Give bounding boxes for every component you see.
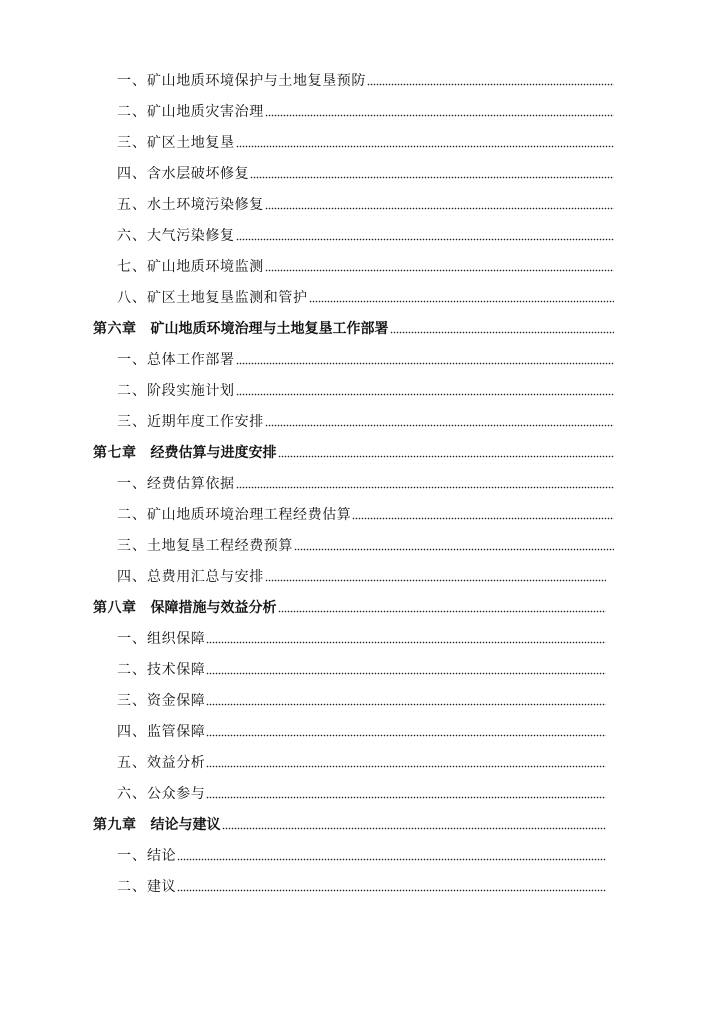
- toc-entry-title: 矿区土地复垦监测和管护: [147, 290, 308, 306]
- dot-leader: [222, 827, 607, 830]
- toc-entry-title: 建议: [147, 879, 177, 895]
- toc-entry-title: 效益分析: [147, 755, 206, 771]
- dot-leader: [265, 269, 614, 272]
- dot-leader: [206, 734, 606, 737]
- toc-entry[interactable]: [117, 99, 614, 121]
- dot-leader: [236, 238, 614, 241]
- toc-chapter-entry[interactable]: [93, 812, 606, 834]
- toc-entry-title: 水土环境污染修复: [147, 197, 264, 213]
- toc-chapter-title: 结论与建议: [150, 817, 221, 833]
- toc-chapter-number: 第六章: [93, 321, 137, 337]
- toc-entry[interactable]: [117, 502, 614, 524]
- toc-entry[interactable]: [117, 626, 606, 648]
- dot-leader: [206, 641, 606, 644]
- dot-leader: [177, 858, 606, 861]
- toc-entry-number: 二、: [117, 879, 147, 895]
- toc-entry[interactable]: [117, 192, 614, 214]
- toc-entry-number: 二、: [117, 383, 147, 399]
- toc-entry-number: 六、: [117, 228, 147, 244]
- toc-entry-number: 一、: [117, 848, 147, 864]
- toc-entry-number: 三、: [117, 693, 147, 709]
- toc-entry-number: 四、: [117, 569, 147, 585]
- dot-leader: [236, 486, 614, 489]
- toc-entry-number: 一、: [117, 73, 147, 89]
- toc-entry-number: 三、: [117, 135, 147, 151]
- toc-entry-title: 组织保障: [147, 631, 206, 647]
- toc-chapter-title: 矿山地质环境治理与土地复垦工作部署: [150, 321, 389, 337]
- toc-entry[interactable]: [117, 285, 614, 307]
- toc-entry-number: 一、: [117, 631, 147, 647]
- dot-leader: [250, 176, 614, 179]
- dot-leader: [236, 393, 614, 396]
- toc-chapter-number: 第九章: [93, 817, 137, 833]
- dot-leader: [265, 579, 606, 582]
- toc-entry-number: 一、: [117, 476, 147, 492]
- toc-entry[interactable]: [117, 533, 614, 555]
- dot-leader: [265, 424, 614, 427]
- toc-chapter-entry[interactable]: [93, 440, 614, 462]
- toc-entry-number: 五、: [117, 197, 147, 213]
- toc-entry[interactable]: [117, 657, 606, 679]
- toc-entry-title: 资金保障: [147, 693, 206, 709]
- toc-entry-title: 总体工作部署: [147, 352, 235, 368]
- toc-entry-title: 总费用汇总与安排: [147, 569, 264, 585]
- toc-entry-title: 结论: [147, 848, 177, 864]
- toc-entry-title: 近期年度工作安排: [147, 414, 264, 430]
- toc-entry[interactable]: [117, 409, 614, 431]
- dot-leader: [294, 548, 614, 551]
- toc-entry-number: 六、: [117, 786, 147, 802]
- toc-entry-title: 矿山地质灾害治理: [147, 104, 264, 120]
- toc-entry-title: 经费估算依据: [147, 476, 235, 492]
- dot-leader: [265, 207, 614, 210]
- toc-entry[interactable]: [117, 223, 614, 245]
- dot-leader: [367, 83, 614, 86]
- toc-entry-title: 含水层破坏修复: [147, 166, 250, 182]
- toc-entry[interactable]: [117, 781, 606, 803]
- toc-entry-number: 二、: [117, 507, 147, 523]
- toc-entry-title: 大气污染修复: [147, 228, 235, 244]
- toc-entry[interactable]: [117, 564, 606, 586]
- dot-leader: [206, 765, 606, 768]
- dot-leader: [206, 703, 606, 706]
- toc-chapter-title: 经费估算与进度安排: [150, 445, 277, 461]
- toc-entry-title: 矿山地质环境保护与土地复垦预防: [147, 73, 366, 89]
- dot-leader: [177, 889, 606, 892]
- toc-entry[interactable]: [117, 471, 614, 493]
- toc-entry-title: 技术保障: [147, 662, 206, 678]
- dot-leader: [278, 455, 615, 458]
- toc-entry[interactable]: [117, 750, 606, 772]
- toc-entry-number: 二、: [117, 662, 147, 678]
- toc-chapter-title: 保障措施与效益分析: [150, 600, 277, 616]
- toc-entry-number: 四、: [117, 166, 147, 182]
- toc-entry-number: 四、: [117, 724, 147, 740]
- toc-entry-title: 矿区土地复垦: [147, 135, 235, 151]
- toc-entry[interactable]: [117, 161, 614, 183]
- toc-entry[interactable]: [117, 378, 614, 400]
- toc-entry-number: 八、: [117, 290, 147, 306]
- toc-chapter-entry[interactable]: [93, 316, 614, 338]
- toc-entry[interactable]: [117, 130, 614, 152]
- toc-entry-number: 三、: [117, 538, 147, 554]
- dot-leader: [278, 610, 607, 613]
- toc-entry-number: 七、: [117, 259, 147, 275]
- toc-entry[interactable]: [117, 68, 614, 90]
- toc-entry[interactable]: [117, 874, 606, 896]
- dot-leader: [236, 145, 614, 148]
- toc-entry-number: 五、: [117, 755, 147, 771]
- toc-entry-title: 阶段实施计划: [147, 383, 235, 399]
- dot-leader: [206, 672, 606, 675]
- toc-entry[interactable]: [117, 843, 606, 865]
- toc-entry-title: 公众参与: [147, 786, 206, 802]
- dot-leader: [265, 114, 614, 117]
- dot-leader: [309, 300, 614, 303]
- dot-leader: [236, 362, 614, 365]
- toc-entry-number: 二、: [117, 104, 147, 120]
- toc-entry[interactable]: [117, 254, 614, 276]
- dot-leader: [352, 517, 614, 520]
- toc-chapter-number: 第八章: [93, 600, 137, 616]
- toc-entry-number: 一、: [117, 352, 147, 368]
- toc-entry-title: 监管保障: [147, 724, 206, 740]
- toc-chapter-number: 第七章: [93, 445, 137, 461]
- toc-entry-number: 三、: [117, 414, 147, 430]
- toc-entry-title: 矿山地质环境治理工程经费估算: [147, 507, 352, 523]
- dot-leader: [390, 331, 615, 334]
- toc-entry[interactable]: [117, 719, 606, 741]
- toc-entry[interactable]: [117, 347, 614, 369]
- toc-entry-title: 土地复垦工程经费预算: [147, 538, 293, 554]
- toc-entry-title: 矿山地质环境监测: [147, 259, 264, 275]
- dot-leader: [206, 796, 606, 799]
- toc-chapter-entry[interactable]: [93, 595, 606, 617]
- toc-entry[interactable]: [117, 688, 606, 710]
